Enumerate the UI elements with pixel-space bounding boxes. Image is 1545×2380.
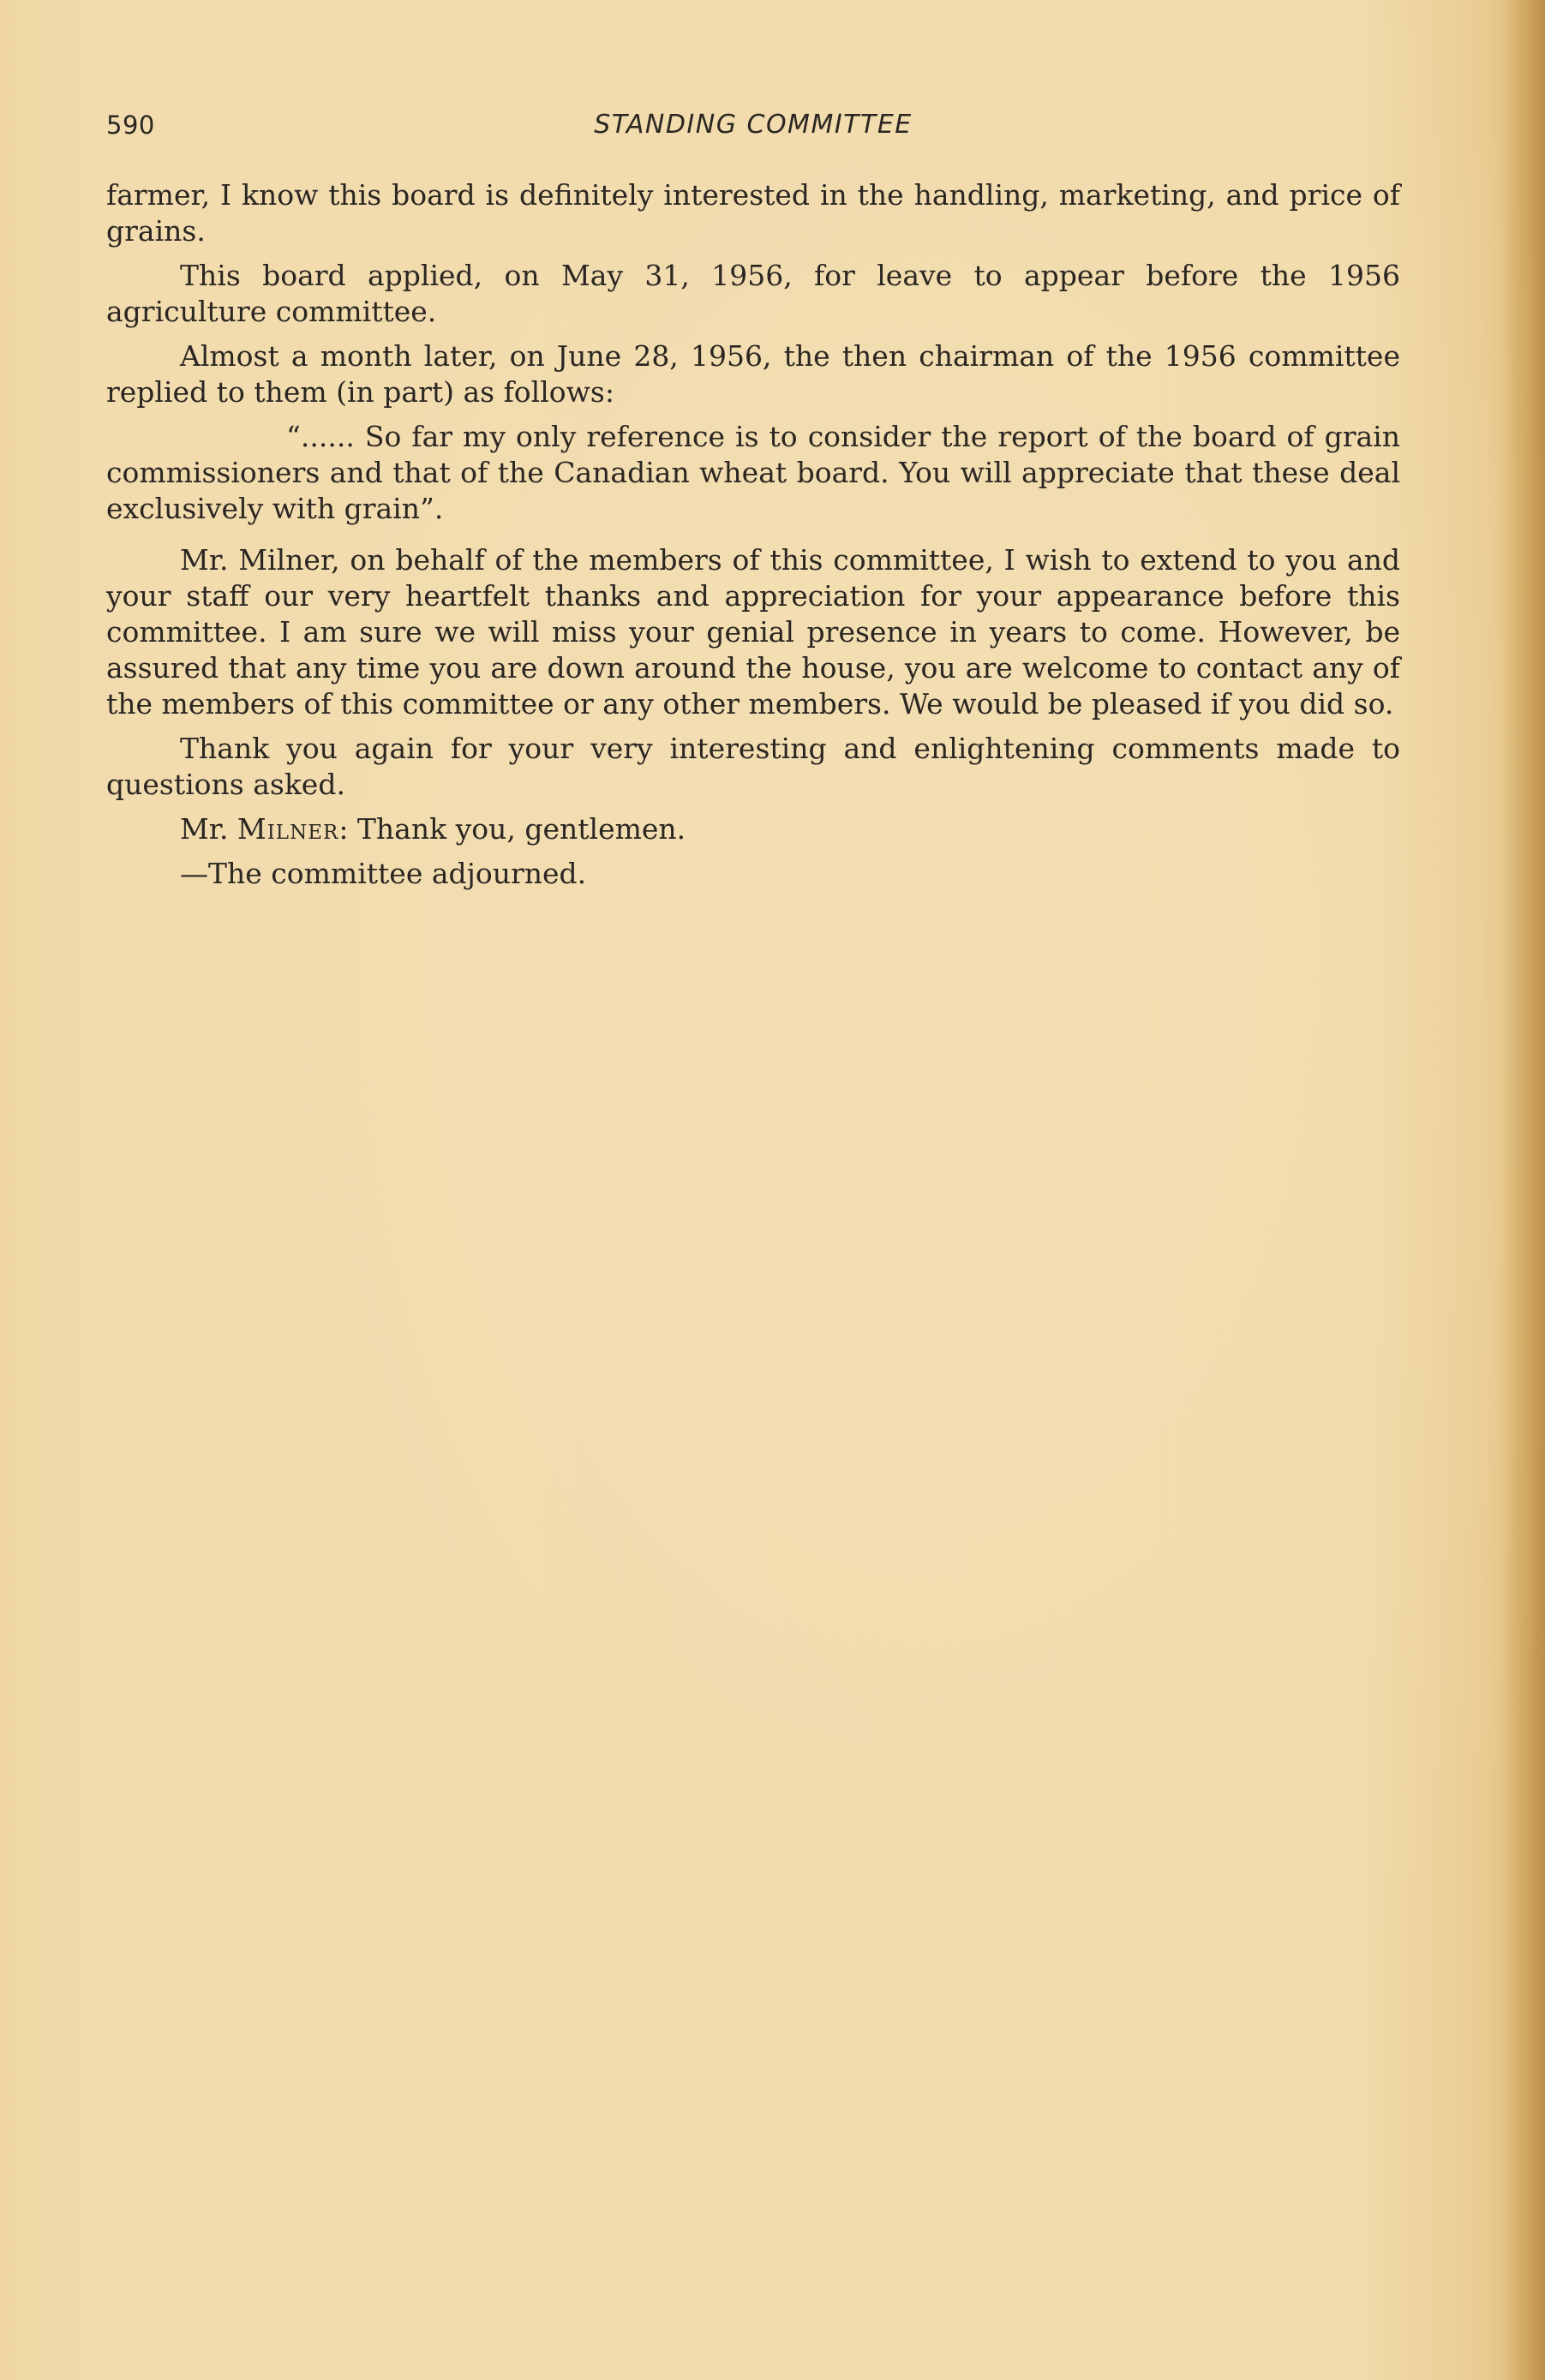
speaker-line [106, 811, 1400, 847]
quoted-reply: “...... So far my only reference is to consider the report of the board of grain commissioners and that of the Canadian wheat board. You will appreciate that these deal exclusively with grain”. [106, 420, 1400, 525]
running-head: STANDING COMMITTEE [594, 110, 913, 140]
body-text [106, 177, 1400, 900]
paragraph-3: Almost a month later, on June 28, 1956, the then chairman of the 1956 committee replied to them (in part) as follows: [106, 339, 1400, 409]
page-edge-shading [1502, 0, 1545, 2380]
speaker-text: : Thank you, gentlemen. [338, 812, 686, 846]
paragraph-2: This board applied, on May 31, 1956, for leave to appear before the 1956 agriculture committee. [106, 259, 1400, 328]
paragraph-1: farmer, I know this board is definitely interested in the handling, marketing, and price of grains. [106, 178, 1400, 248]
page-header [106, 108, 1400, 151]
paragraph-6: Thank you again for your very interesting and enlightening comments made to questions asked. [106, 732, 1400, 801]
paragraph-5: Mr. Milner, on behalf of the members of this committee, I wish to extend to you and your staff our very heartfelt thanks and appreciation for your appearance before this committee. I am sure we will miss your genial presence in years to come. However, be assured that any time you are down around the house, you are welcome to contact any of the members of this committee or any other members. We would be pleased if you did so. [106, 543, 1400, 721]
page-number: 590 [106, 111, 155, 140]
adjournment-line: —The committee adjourned. [180, 857, 587, 890]
speaker-prefix: Mr. [180, 812, 237, 846]
speaker-name: Milner [237, 812, 339, 846]
